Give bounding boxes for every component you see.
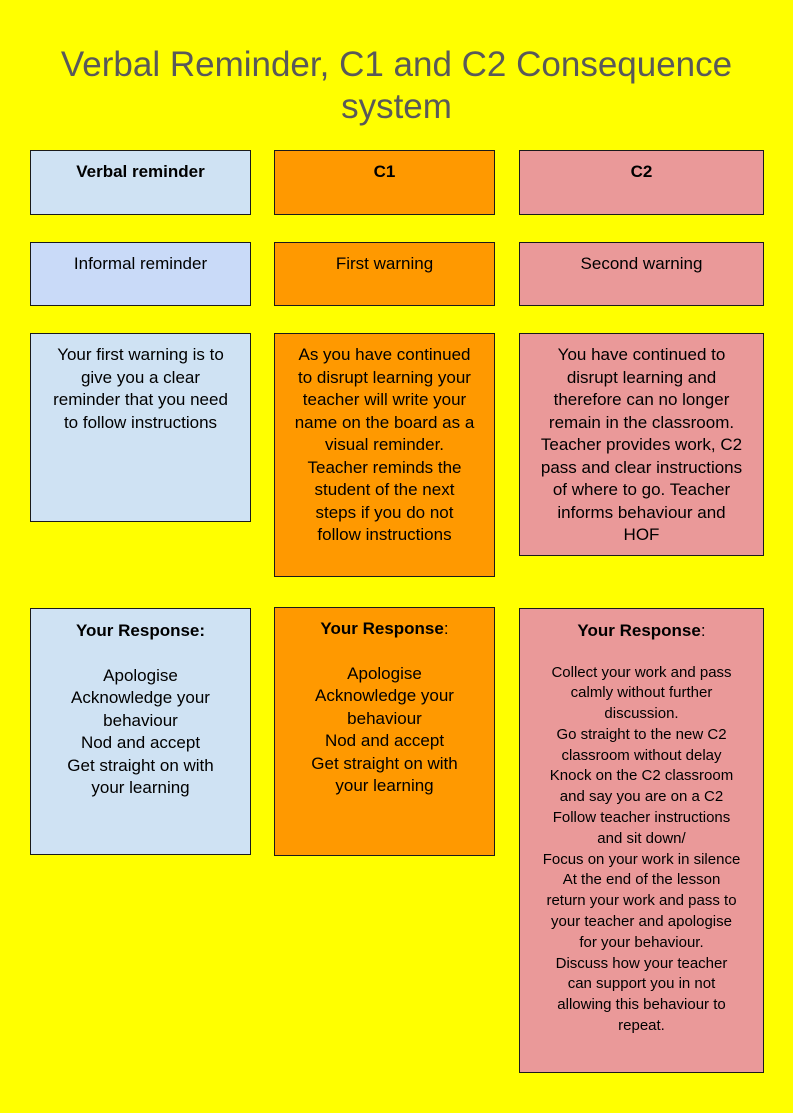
c1-response — [274, 607, 495, 856]
response-line: At the end of the lesson — [562, 871, 721, 889]
c1-header: C1 — [274, 150, 495, 215]
response-line: Acknowledge your — [71, 688, 210, 707]
response-line: your learning — [91, 778, 190, 797]
response-line: classroom without delay — [561, 746, 722, 764]
description-line: to follow instructions — [63, 412, 218, 432]
response-line: Follow teacher instructions — [552, 809, 731, 827]
response-line: Go straight to the new C2 — [556, 725, 727, 743]
response-line: Apologise — [103, 665, 178, 685]
description-line: follow instructions — [317, 525, 452, 544]
description-line: You have continued to — [557, 345, 726, 364]
c2-subtitle: Second warning — [519, 242, 764, 306]
response-line: Knock on the C2 classroom — [549, 767, 734, 785]
description-line: Teacher reminds the — [307, 457, 462, 477]
response-line: allowing this behaviour to — [557, 996, 726, 1014]
response-line: your teacher and apologise — [551, 913, 732, 931]
verbal-reminder-description — [30, 333, 251, 522]
description-line: visual reminder. — [324, 435, 445, 454]
description-line: pass and clear instructions — [540, 457, 743, 477]
description-line: disrupt learning and — [566, 367, 717, 387]
description-line: teacher will write your — [302, 390, 467, 409]
response-heading: Your Response: — [75, 621, 206, 640]
description-line: name on the board as a — [294, 412, 475, 432]
description-line: remain in the classroom. — [548, 412, 735, 432]
description-line: informs behaviour and — [557, 502, 726, 522]
response-line: Get straight on with — [67, 755, 214, 775]
response-line: for your behaviour. — [579, 933, 704, 951]
response-line: can support you in not — [567, 975, 716, 993]
response-line: calmly without further — [570, 684, 713, 702]
verbal-reminder-response — [30, 608, 251, 855]
title-line-1: Verbal Reminder, C1 and C2 Consequence — [60, 45, 733, 84]
c2-header: C2 — [519, 150, 764, 215]
description-line: give you a clear — [80, 367, 201, 387]
response-line: Focus on your work in silence — [542, 850, 741, 868]
c2-response — [519, 608, 764, 1073]
response-line: Collect your work and pass — [551, 663, 732, 681]
description-line: therefore can no longer — [553, 390, 730, 409]
response-line: and say you are on a C2 — [559, 788, 724, 806]
response-line: behaviour — [347, 708, 422, 728]
verbal-reminder-subtitle: Informal reminder — [30, 242, 251, 306]
response-line: return your work and pass to — [546, 892, 737, 910]
response-heading: Your Response: — [577, 621, 706, 640]
title-line-2: system — [341, 87, 452, 126]
response-line: discussion. — [604, 705, 679, 723]
description-line: HOF — [623, 525, 660, 544]
verbal-reminder-header: Verbal reminder — [30, 150, 251, 215]
response-line: repeat. — [618, 1017, 665, 1035]
response-line: Get straight on with — [311, 753, 458, 773]
description-line: to disrupt learning your — [298, 367, 471, 387]
description-line: steps if you do not — [315, 502, 454, 522]
description-line: of where to go. Teacher — [552, 480, 731, 499]
c2-description — [519, 333, 764, 556]
description-line: As you have continued — [298, 345, 471, 364]
response-heading: Your Response: — [320, 619, 449, 638]
c1-subtitle: First warning — [274, 242, 495, 306]
c1-description — [274, 333, 495, 577]
response-line: Nod and accept — [80, 733, 201, 752]
description-line: student of the next — [314, 480, 455, 499]
description-line: reminder that you need — [53, 390, 228, 409]
response-line: Apologise — [347, 663, 422, 683]
response-line: Discuss how your teacher — [555, 954, 728, 972]
description-line: Your first warning is to — [57, 345, 224, 364]
response-line: behaviour — [103, 710, 178, 730]
description-line: Teacher provides work, C2 — [540, 435, 743, 454]
response-line: Nod and accept — [324, 731, 445, 750]
response-line: and sit down/ — [597, 829, 686, 847]
response-line: Acknowledge your — [315, 686, 454, 705]
page-title — [0, 44, 793, 128]
response-line: your learning — [335, 776, 434, 795]
